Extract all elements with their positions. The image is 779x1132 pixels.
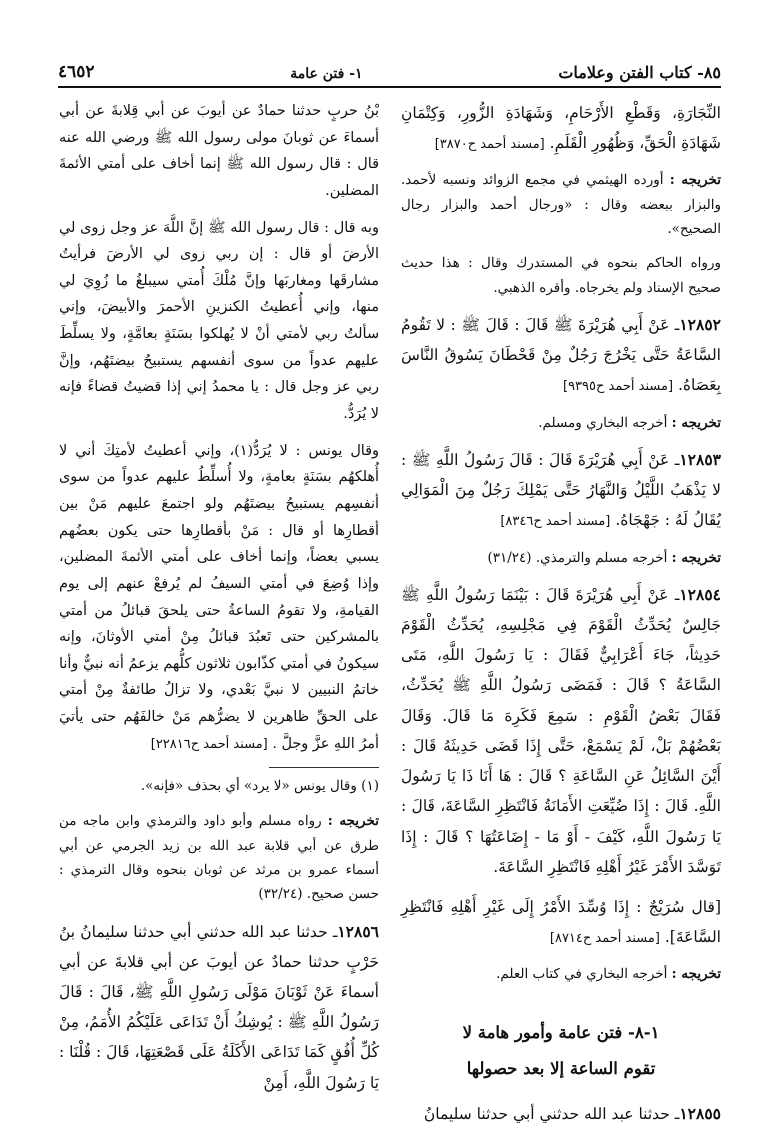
section-title-header: ١- فتن عامة [290, 66, 363, 82]
paragraph: وقال يونس : لا يُرَدُّ(١)، وإني أعطيتُ لأمتِكَ أني لا أُهلكهُم بسَنَةٍ بعامةٍ، ولا أُسلِّطُ عليهم عدواً من سوى أنفسِهم يستبيحُ بيضتَهُم ولو اجتمعَ عليهم مَنْ بين أقطارِها أو قال : مَنْ بأقطارِها حتى يكون بعضُهم يسبي بعضاً، وإنما أخاف على أمتي الأئمةَ المضلين، وإذا وُضِعَ في أمتي السيفُ لم يُرفعْ عنهم إلى يوم القيامةِ، ولا تقومُ الساعةُ حتى يلحقَ قبائلُ من أمتي بالمشركين حتى تَعبُدَ قبائلُ مِنْ أمتي الأوثانَ، وإنه سيكونُ في أمتي كذّابون ثلاثون كلُّهم يزعمُ أنه نبيٌّ وأنا خاتمُ النبيين لا نبيَّ بَعْدي، ولا تزالُ طائفةٌ مِنْ أمتي على الحقِّ ظاهرين لا يضرُّهم مَنْ خالفَهُم حتى يأتيَ أمرُ اللهِ عزَّ وجلَّ . [مسند أحمد ح٢٢٨١٦] [59, 442, 379, 752]
hadith-continuation: النِّجَارَةِ، وَقَطْعِ الأَرْحَامِ، وَشَهَادَةِ الزُّورِ، وَكِتْمَانِ شَهَادَةِ الْحَقِّ، وَظُهُورِ الْقَلَمِ. [مسند أحمد ح٣٨٧٠] [401, 104, 721, 153]
hadith-number: ١٢٨٥٤ [679, 584, 721, 604]
reference: [مسند أحمد ح٩٣٩٥] [563, 379, 674, 395]
footnote-divider [269, 767, 379, 768]
hadith-12855: ١٢٨٥٥ـ حدثنا عبد الله حدثني أبي حدثنا سليمانُ [423, 1104, 721, 1124]
hadith-number: ١٢٨٥٢ [679, 314, 721, 334]
takhrij-continued: ورواه الحاكم بنحوه في المستدرك وقال : هذا حديث صحيح الإسناد ولم يخرجاه. وأقره الذهبي. [401, 255, 721, 296]
hadith-12855-continued: بْنُ حربٍ حدثنا حمادٌ عن أيوبَ عن أبي قِلابةَ عن أبي أسماءَ عن ثوبانَ مولى رسول الله ﷺ ورضي الله عنه قال : قال رسول الله ﷺ إنما أخاف على أمتي الأئمةَ المضلين. [59, 103, 379, 199]
footnote: (١) وقال يونس «لا يرد» أي بحذف «فإنه». [140, 778, 379, 795]
hadith-number: ١٢٨٥٦ [337, 921, 379, 941]
reference: [مسند أحمد ح٢٢٨١٦] [150, 736, 268, 752]
paragraph: وبه قال : قال رسول الله ﷺ إنَّ اللَّهَ عز وجل زوى لي الأرضَ أو قال : إن ربي زوى لي الأرضَ فرأيتُ مشارقَها ومغاربَها وإنَّ مُلْكَ أُمتي سيبلغُ ما زُوِيَ لي منها، وإني أُعطيتُ الكنزينِ الأحمرَ والأبيضَ، وإني سألتُ ربي لأمتي أنْ لا يُهلكوا بسَنَةٍ بعامَّةٍ، ولا يسلِّطَ عليهم عدواً من سوى أنفسهم يستبيحُ بيضتَهُم، وإنَّ ربي عز وجل قال : يا محمدُ إني إذا قضيتُ قضاءً فإنه لا يُرَدُّ. [59, 219, 379, 423]
hadith-12856: ١٢٨٥٦ـ حدثنا عبد الله حدثني أبي حدثنا سليمانُ بنُ حَرْبٍ حدثنا حمادٌ عن أيوبَ عن أبي قلابةَ عن أبي أسماءَ عَنْ ثَوْبَانَ مَوْلَى رَسُولِ اللَّهِ ﷺ، قَالَ : قَالَ رَسُولُ اللَّهِ ﷺ : يُوشِكُ أَنْ تَدَاعَى عَلَيْكُمُ الأُمَمُ، مِنْ كُلِّ أُفُقٍ كَمَا تَدَاعَى الأَكَلَةُ عَلَى قَصْعَتِهَا، قَالَ : قُلْنَا : يَا رَسُولَ اللَّهِ، أَمِنْ [59, 921, 379, 1092]
hadith-12854: ١٢٨٥٤ـ عَنْ أَبِي هُرَيْرَةَ قَالَ : بَيْنَمَا رَسُولُ اللَّهِ ﷺ جَالِسٌ يُحَدِّثُ الْقَوْمَ فِي مَجْلِسِهِ، يُحَدِّثُ الْقَوْمَ حَدِيثاً، جَاءَ أَعْرَابِيٌّ فَقَالَ : يَا رَسُولَ اللَّهِ، مَتَى السَّاعَةُ ؟ قَالَ : فَمَضَى رَسُولُ اللَّهِ ﷺ يُحَدِّثُ، فَقَالَ بَعْضُ الْقَوْمِ : سَمِعَ فَكَرِهَ مَا قَالَ. وَقَالَ بَعْضُهُمْ بَلْ، لَمْ يَسْمَعْ، حَتَّى إِذَا قَضَى حَدِيثَهُ قَالَ : أَيْنَ السَّائِلُ عَنِ السَّاعَةِ ؟ قَالَ : هَا أَنَا ذَا يَا رَسُولَ اللَّهِ. قَالَ : إِذَا ضُيِّعَتِ الأَمَانَةُ فَانْتَظِرِ السَّاعَةَ، قَالَ : يَا رَسُولَ اللَّهِ، كَيْفَ - أَوْ مَا - إِضَاعَتُهَا ؟ قَالَ : إِذَا تَوَسَّدَ الأَمْرَ غَيْرُ أَهْلِهِ فَانْتَظِرِ السَّاعَةَ. [401, 584, 721, 876]
hadith-number: ١٢٨٥٣ [679, 449, 721, 469]
takhrij: تخريجه : رواه مسلم وأبو داود والترمذي وابن ماجه من طرق عن أبي قلابة عبد الله بن زيد الجرمي عن أبي أسماء عمرو بن مرثد عن ثوبان بنحوه وقال الترمذي : حسن صحيح. (٣٢/٢٤) [59, 813, 379, 903]
takhrij: تخريجه : أخرجه مسلم والترمذي. (٣١/٢٤) [487, 549, 721, 566]
hadith-12854-note: [قال سُرَيْجٌ : إِذَا وُسِّدَ الأَمْرُ إِلَى غَيْرِ أَهْلِهِ فَانْتَظِرِ السَّاعَةَ]. [مسند أحمد ح٨٧١٤] [401, 898, 721, 947]
chapter-title: ٨٥- كتاب الفتن وعلامات [558, 63, 721, 82]
takhrij: تخريجه : أخرجه البخاري ومسلم. [538, 414, 721, 431]
takhrij: تخريجه : أخرجه البخاري في كتاب العلم. [496, 966, 721, 983]
reference: [مسند أحمد ح٨٧١٤] [549, 931, 660, 947]
page-number: ٤٦٥٢ [58, 62, 95, 82]
hadith-number: ١٢٨٥٥ [679, 1104, 721, 1124]
hadith-12853: ١٢٨٥٣ـ عَنْ أَبِي هُرَيْرَةَ قَالَ : قَالَ رَسُولُ اللَّهِ ﷺ : لا يَذْهَبُ اللَّيْلُ وَالنَّهَارُ حَتَّى يَمْلِكَ رَجُلٌ مِنَ الْمَوَالِي يُقَالُ لَهُ : جَهْجَاهُ. [مسند أحمد ح٨٣٤٦] [401, 449, 721, 530]
reference: [مسند أحمد ح٨٣٤٦] [500, 514, 611, 530]
hadith-12852: ١٢٨٥٢ـ عَنْ أَبِي هُرَيْرَةَ ﷺ قَالَ : قَالَ ﷺ : لا تَقُومُ السَّاعَةُ حَتَّى يَخْرُجَ رَجُلٌ مِنْ قَحْطَانَ يَسُوقُ النَّاسَ بِعَصَاهُ. [مسند أحمد ح٩٣٩٥] [401, 314, 721, 395]
reference: [مسند أحمد ح٣٨٧٠] [434, 137, 545, 153]
section-heading: ١-٨- فتن عامة وأمور هامة لا تقوم الساعة إلا بعد حصولها [462, 1022, 660, 1079]
left-column [59, 98, 379, 1112]
takhrij: تخريجه : أورده الهيثمي في مجمع الزوائد ونسبه لأحمد. والبزار ببعضه وقال : «ورجال أحمد والبزار رجال الصحيح». [401, 172, 721, 238]
text-columns [58, 98, 721, 1124]
right-column [401, 98, 721, 1124]
running-header [58, 62, 721, 88]
